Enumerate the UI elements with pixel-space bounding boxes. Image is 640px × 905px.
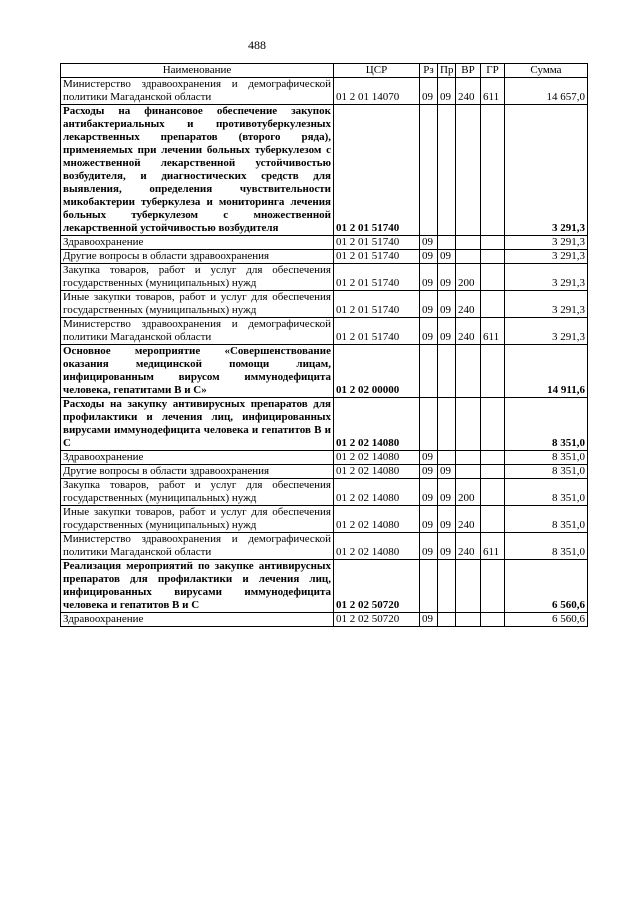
cell-sum: 6 560,6 <box>505 613 588 627</box>
table-row <box>61 533 588 560</box>
cell-rz: 09 <box>420 465 438 479</box>
cell-rz: 09 <box>420 479 438 506</box>
table-row <box>61 105 588 236</box>
cell-rz <box>420 105 438 236</box>
cell-vr: 240 <box>456 506 481 533</box>
cell-sum: 6 560,6 <box>505 560 588 613</box>
cell-vr: 240 <box>456 291 481 318</box>
cell-csr: 01 2 02 50720 <box>334 613 420 627</box>
table-row <box>61 613 588 627</box>
cell-gr <box>481 345 505 398</box>
cell-name: Закупка товаров, работ и услуг для обеспечения государственных (муниципальных) нужд <box>61 479 334 506</box>
cell-gr <box>481 613 505 627</box>
cell-name: Другие вопросы в области здравоохранения <box>61 465 334 479</box>
cell-gr <box>481 250 505 264</box>
cell-name: Министерство здравоохранения и демографической политики Магаданской области <box>61 533 334 560</box>
cell-sum: 14 657,0 <box>505 78 588 105</box>
table-row <box>61 465 588 479</box>
cell-sum: 8 351,0 <box>505 465 588 479</box>
cell-name: Иные закупки товаров, работ и услуг для обеспечения государственных (муниципальных) нужд <box>61 506 334 533</box>
cell-vr: 240 <box>456 78 481 105</box>
cell-sum: 8 351,0 <box>505 451 588 465</box>
cell-rz: 09 <box>420 506 438 533</box>
cell-gr <box>481 506 505 533</box>
cell-vr: 200 <box>456 264 481 291</box>
cell-pr: 09 <box>438 250 456 264</box>
cell-gr: 611 <box>481 533 505 560</box>
header-gr: ГР <box>481 64 505 78</box>
cell-pr: 09 <box>438 465 456 479</box>
cell-csr: 01 2 01 51740 <box>334 318 420 345</box>
cell-pr: 09 <box>438 533 456 560</box>
table-row <box>61 78 588 105</box>
cell-sum: 3 291,3 <box>505 291 588 318</box>
cell-name: Другие вопросы в области здравоохранения <box>61 250 334 264</box>
table-body <box>61 78 588 627</box>
table-row <box>61 250 588 264</box>
cell-csr: 01 2 02 14080 <box>334 398 420 451</box>
cell-pr: 09 <box>438 291 456 318</box>
cell-pr: 09 <box>438 506 456 533</box>
cell-csr: 01 2 02 14080 <box>334 465 420 479</box>
cell-gr <box>481 105 505 236</box>
cell-vr <box>456 236 481 250</box>
cell-pr <box>438 236 456 250</box>
table-row <box>61 398 588 451</box>
cell-pr <box>438 398 456 451</box>
table-row <box>61 345 588 398</box>
cell-sum: 14 911,6 <box>505 345 588 398</box>
cell-vr <box>456 465 481 479</box>
cell-pr: 09 <box>438 479 456 506</box>
cell-gr <box>481 236 505 250</box>
cell-pr: 09 <box>438 318 456 345</box>
cell-sum: 3 291,3 <box>505 105 588 236</box>
cell-csr: 01 2 02 14080 <box>334 506 420 533</box>
cell-sum: 8 351,0 <box>505 506 588 533</box>
cell-rz <box>420 345 438 398</box>
cell-csr: 01 2 01 51740 <box>334 250 420 264</box>
cell-pr <box>438 105 456 236</box>
cell-csr: 01 2 01 51740 <box>334 105 420 236</box>
cell-rz: 09 <box>420 264 438 291</box>
table-header-row <box>61 64 588 78</box>
cell-rz: 09 <box>420 250 438 264</box>
cell-csr: 01 2 01 51740 <box>334 264 420 291</box>
cell-name: Реализация мероприятий по закупке антивирусных препаратов для профилактики и лечения лиц, инфицированных вирусами иммунодефицита человека и гепатитов B и C <box>61 560 334 613</box>
cell-rz: 09 <box>420 318 438 345</box>
cell-gr: 611 <box>481 78 505 105</box>
cell-sum: 3 291,3 <box>505 250 588 264</box>
cell-sum: 3 291,3 <box>505 318 588 345</box>
cell-sum: 3 291,3 <box>505 264 588 291</box>
cell-vr <box>456 398 481 451</box>
cell-name: Здравоохранение <box>61 613 334 627</box>
cell-gr <box>481 398 505 451</box>
header-name: Наименование <box>61 64 334 78</box>
cell-gr <box>481 465 505 479</box>
cell-csr: 01 2 01 14070 <box>334 78 420 105</box>
cell-csr: 01 2 02 00000 <box>334 345 420 398</box>
cell-vr <box>456 250 481 264</box>
cell-sum: 8 351,0 <box>505 398 588 451</box>
cell-name: Основное мероприятие «Совершенствование оказания медицинской помощи лицам, инфицированным вирусом иммунодефицита человека, гепатитами B и C» <box>61 345 334 398</box>
cell-csr: 01 2 02 14080 <box>334 451 420 465</box>
cell-name: Здравоохранение <box>61 451 334 465</box>
cell-vr <box>456 451 481 465</box>
cell-name: Закупка товаров, работ и услуг для обеспечения государственных (муниципальных) нужд <box>61 264 334 291</box>
cell-vr <box>456 613 481 627</box>
cell-vr <box>456 105 481 236</box>
cell-gr <box>481 264 505 291</box>
cell-rz <box>420 560 438 613</box>
cell-csr: 01 2 02 14080 <box>334 479 420 506</box>
header-rz: Рз <box>420 64 438 78</box>
cell-rz: 09 <box>420 236 438 250</box>
cell-vr: 240 <box>456 533 481 560</box>
table-row <box>61 479 588 506</box>
cell-csr: 01 2 01 51740 <box>334 236 420 250</box>
cell-gr <box>481 479 505 506</box>
cell-name: Министерство здравоохранения и демографической политики Магаданской области <box>61 318 334 345</box>
cell-rz <box>420 398 438 451</box>
table-row <box>61 236 588 250</box>
cell-csr: 01 2 02 50720 <box>334 560 420 613</box>
cell-pr <box>438 613 456 627</box>
table-row <box>61 506 588 533</box>
cell-pr <box>438 451 456 465</box>
cell-rz: 09 <box>420 451 438 465</box>
cell-name: Здравоохранение <box>61 236 334 250</box>
cell-name: Расходы на закупку антивирусных препаратов для профилактики и лечения лиц, инфицированных вирусами иммунодефицита человека и гепатитов B и C <box>61 398 334 451</box>
cell-vr <box>456 345 481 398</box>
cell-pr <box>438 560 456 613</box>
cell-name: Министерство здравоохранения и демографической политики Магаданской области <box>61 78 334 105</box>
page-number: 488 <box>248 38 266 52</box>
cell-csr: 01 2 01 51740 <box>334 291 420 318</box>
cell-pr: 09 <box>438 78 456 105</box>
header-vr: ВР <box>456 64 481 78</box>
table-row <box>61 318 588 345</box>
cell-sum: 8 351,0 <box>505 479 588 506</box>
cell-vr: 240 <box>456 318 481 345</box>
cell-rz: 09 <box>420 613 438 627</box>
header-sum: Сумма <box>505 64 588 78</box>
budget-table <box>60 63 588 627</box>
cell-pr <box>438 345 456 398</box>
cell-gr <box>481 291 505 318</box>
cell-vr: 200 <box>456 479 481 506</box>
table-row <box>61 451 588 465</box>
cell-gr: 611 <box>481 318 505 345</box>
cell-pr: 09 <box>438 264 456 291</box>
header-pr: Пр <box>438 64 456 78</box>
cell-gr <box>481 560 505 613</box>
cell-name: Иные закупки товаров, работ и услуг для обеспечения государственных (муниципальных) нужд <box>61 291 334 318</box>
cell-sum: 8 351,0 <box>505 533 588 560</box>
cell-gr <box>481 451 505 465</box>
cell-rz: 09 <box>420 533 438 560</box>
cell-sum: 3 291,3 <box>505 236 588 250</box>
cell-name: Расходы на финансовое обеспечение закупок антибактериальных и противотуберкулезных лекарственных препаратов (второго ряда), применяемых при лечении больных туберкулезом с множественной лекарственной устойчивостью возбудителя, и диагностических средств для выявления, определения чувствительности микобактерии туберкулеза и мониторинга лечения больных туберкулезом с множественной лекарственной устойчивостью возбудителя <box>61 105 334 236</box>
table-row <box>61 560 588 613</box>
table-row <box>61 291 588 318</box>
cell-vr <box>456 560 481 613</box>
header-csr: ЦСР <box>334 64 420 78</box>
cell-rz: 09 <box>420 78 438 105</box>
cell-csr: 01 2 02 14080 <box>334 533 420 560</box>
table-row <box>61 264 588 291</box>
cell-rz: 09 <box>420 291 438 318</box>
